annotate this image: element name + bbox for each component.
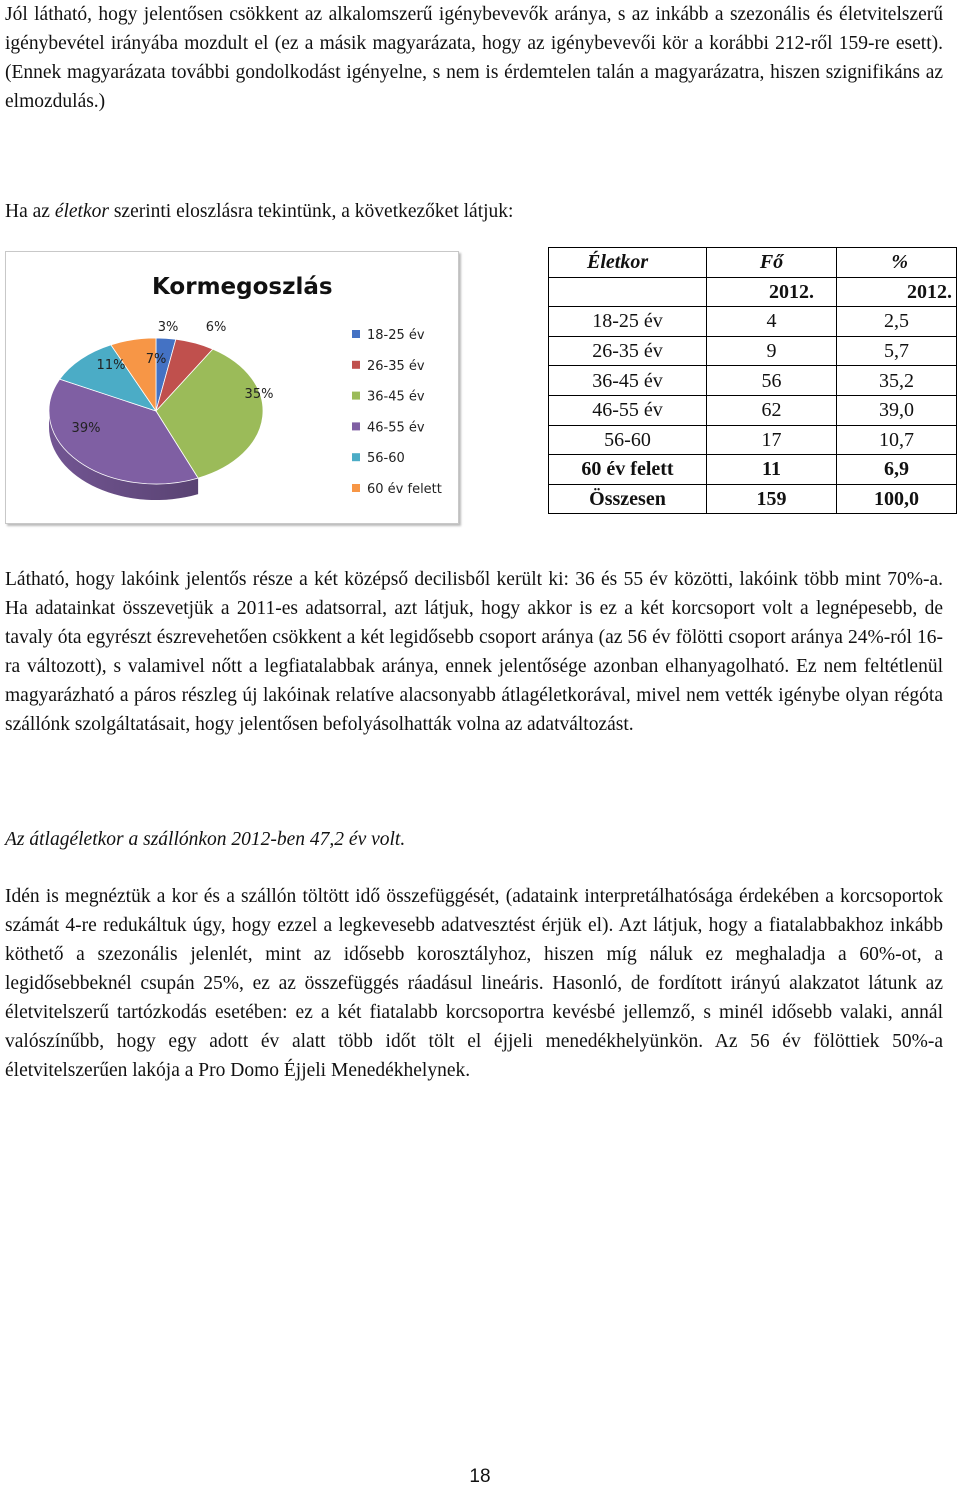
- legend-swatch: [352, 484, 360, 492]
- table-row: [549, 395, 957, 425]
- paragraph-analysis: Látható, hogy lakóink jelentős része a két középső decilisből került ki: 36 és 55 év közötti, lakóink több mint 70%-a. Ha adatainkat összevetjük a 2011-es adatsorral, azt látjuk, hogy akkor is ez a két korcsoport volt a legnépesebb, de tavaly óta egyrészt észrevehetően csökkent a két legidősebb csoport aránya (az 56 év fölötti csoport aránya 24%-ról 16-ra változott), s valamivel nőtt a legfiatalabbak aránya, ennek jelentősége azonban elhanyagolható. Ez nem feltétlenül magyarázható a páros részleg új lakóinak relatíve alacsonyabb átlagéletkorával, mivel nem vették igénybe olyan régóta szállónk szolgáltatásait, hogy jelentősen befolyásolhatták volna az adatváltozást.: [5, 569, 943, 735]
- header-age: Életkor: [549, 248, 707, 278]
- legend-label: 46-55 év: [367, 420, 425, 436]
- pie-percent-label: 39%: [71, 421, 101, 436]
- table-row: [549, 307, 957, 337]
- count-cell: 17: [707, 425, 837, 455]
- age-cell: 26-35 év: [549, 336, 707, 366]
- legend-label: 56-60: [367, 451, 405, 467]
- age-cell: 46-55 év: [549, 395, 707, 425]
- header-count: Fő: [707, 248, 837, 278]
- legend-label: 36-45 év: [367, 389, 425, 405]
- count-cell: 9: [707, 336, 837, 366]
- table-row: [549, 336, 957, 366]
- legend-swatch: [352, 361, 360, 369]
- legend-swatch: [352, 392, 360, 400]
- year-count: 2012.: [707, 277, 837, 307]
- pie-percent-label: 7%: [145, 352, 167, 367]
- header-percent: %: [837, 248, 957, 278]
- age-cell: 60 év felett: [549, 455, 707, 485]
- percent-cell: 6,9: [837, 455, 957, 485]
- count-cell: 62: [707, 395, 837, 425]
- age-distribution-chart: [5, 251, 459, 524]
- table-row: [549, 455, 957, 485]
- legend-label: 60 év felett: [367, 482, 442, 497]
- age-cell: Összesen: [549, 484, 707, 514]
- percent-cell: 100,0: [837, 484, 957, 514]
- pie-legend-group: [352, 328, 442, 497]
- pie-percent-label: 3%: [157, 320, 179, 335]
- count-cell: 56: [707, 366, 837, 396]
- count-cell: 4: [707, 307, 837, 337]
- age-cell: 36-45 év: [549, 366, 707, 396]
- legend-swatch: [352, 453, 360, 461]
- paragraph-average-age: Az átlagéletkor a szállónkon 2012-ben 47,2 év volt.: [5, 829, 406, 850]
- percent-cell: 5,7: [837, 336, 957, 366]
- percent-cell: 39,0: [837, 395, 957, 425]
- count-cell: 11: [707, 455, 837, 485]
- count-cell: 159: [707, 484, 837, 514]
- table-year-row: [549, 277, 957, 307]
- paragraph-correlation: Idén is megnéztük a kor és a szállón töltött idő összefüggését, (adataink interpretálhatósága érdekében a korcsoportok számát 4-re redukáltuk úgy, hogy ezzel a legkevesebb adatvesztést érjük el). Azt látjuk, hogy a fiatalabbakhoz inkább köthető a szezonális jelenlét, mint az idősebb korosztályhoz, hiszen míg náluk ez meghaladja a 60%-ot, a legidősebbeknél csupán 25%, ez az összefüggés ráadásul lineáris. Hasonló, de fordított irányú alakzatot látunk az életvitelszerű tartózkodás esetében: ez a két fiatalabb korcsoportra kevésbé jellemző, s minél idősebb valaki, annál valószínűbb, hogy egy adott év alatt több időt tölt el éjjeli menedékhelyünkön. Az 56 év fölöttiek 50%-a életvitelszerűen lakója a Pro Domo Éjjeli Menedékhelynek.: [5, 886, 943, 1081]
- pie-chart-svg: [6, 252, 460, 525]
- pie-percent-label: 35%: [244, 387, 274, 402]
- legend-swatch: [352, 422, 360, 430]
- paragraph-age-lead: [5, 197, 943, 226]
- p2-emphasis: életkor: [54, 201, 109, 222]
- table-row: [549, 366, 957, 396]
- legend-label: 18-25 év: [367, 328, 425, 343]
- pie-percent-label: 6%: [205, 320, 227, 335]
- table-header-row: [549, 248, 957, 278]
- legend-swatch: [352, 330, 360, 338]
- age-cell: 18-25 év: [549, 307, 707, 337]
- table-row: [549, 425, 957, 455]
- year-percent: 2012.: [837, 277, 957, 307]
- p2-after: szerinti eloszlásra tekintünk, a következőket látjuk:: [108, 201, 514, 222]
- legend-label: 26-35 év: [367, 358, 425, 374]
- table-row: [549, 484, 957, 514]
- percent-cell: 2,5: [837, 307, 957, 337]
- percent-cell: 35,2: [837, 366, 957, 396]
- paragraph-intro: Jól látható, hogy jelentősen csökkent az alkalomszerű igénybevevők aránya, s az inkább a szezonális és életvitelszerű igénybevétel irányába mozdult el (ez a másik magyarázata, hogy az igénybevevői kör a korábbi 212-ről 159-re esett). (Ennek magyarázata további gondolkodást igényelne, s nem is érdemtelen talán a magyarázatra, hiszen szignifikáns az elmozdulás.): [5, 4, 943, 112]
- p2-before: Ha az: [5, 201, 55, 222]
- percent-cell: 10,7: [837, 425, 957, 455]
- year-empty-cell: [549, 277, 707, 307]
- pie-percent-label: 11%: [96, 358, 126, 373]
- age-cell: 56-60: [549, 425, 707, 455]
- chart-title: Kormegoszlás: [152, 274, 333, 300]
- page-number: 18: [469, 1466, 491, 1487]
- age-table: [548, 247, 957, 514]
